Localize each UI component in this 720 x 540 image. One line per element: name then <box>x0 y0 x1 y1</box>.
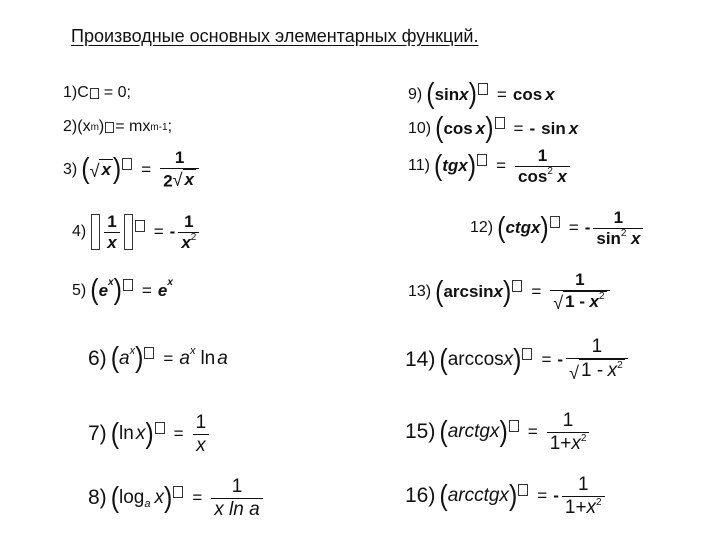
formula-12: 12) ( ctgx ) = - $\frac{1}{\sin^2 x}$ <box>470 208 646 249</box>
formula-number: 9) <box>408 85 423 103</box>
formula-13: 13) ( arcsin x ) = 1 √ $1 - x^2$ <box>408 270 613 314</box>
minus-sign: - <box>169 222 176 242</box>
formula-text: x <box>475 118 486 138</box>
bracket-placeholder-icon <box>91 214 100 250</box>
formula-text: a <box>119 347 130 369</box>
formula-text: arcctgx <box>447 485 509 507</box>
fraction <box>104 212 119 252</box>
numerator: 1 <box>107 212 117 232</box>
formula-text: arctgx <box>447 421 500 443</box>
paren: ( <box>81 153 90 186</box>
denominator-variable: x <box>557 166 567 186</box>
formula-11: 11) ( tgx ) = $\frac{1}{\cos^2 x}$ <box>408 146 573 187</box>
formula-exponent: 2 <box>598 290 605 302</box>
formula-3: 3) ( √ x ) = 1 2 √ x <box>63 148 202 191</box>
formula-exponent: x <box>129 344 136 357</box>
prime-placeholder-icon <box>495 117 505 129</box>
formula-rhs: = 0; <box>103 84 131 101</box>
formula-exponent: 2 <box>547 165 553 177</box>
minus-sign: - <box>584 218 591 238</box>
fraction: 1 2 √ x <box>160 148 199 191</box>
equals-sign: = <box>568 218 579 238</box>
numerator: 1 <box>562 410 574 431</box>
prime-placeholder-icon <box>522 348 532 360</box>
prime-placeholder-icon <box>105 122 114 133</box>
equals-sign: = <box>173 424 184 444</box>
prime-placeholder-icon <box>173 486 183 498</box>
formula-number: 8) <box>88 486 107 510</box>
prime-placeholder-icon <box>122 158 132 170</box>
prime-placeholder-icon <box>550 216 560 228</box>
formula-exponent: 2 <box>620 227 627 239</box>
denominator: cos <box>518 166 548 186</box>
paren: ) <box>112 153 122 186</box>
prime-placeholder-icon <box>509 420 519 432</box>
fraction <box>211 476 262 521</box>
formula-text: e <box>98 280 109 300</box>
formula-text: ln <box>119 423 134 445</box>
formula-2 <box>63 118 172 136</box>
formula-text: tgx <box>442 156 468 176</box>
denominator-variable: x <box>607 359 618 381</box>
equals-sign: = <box>513 118 524 138</box>
equals-sign: = <box>541 350 552 370</box>
prime-placeholder-icon <box>478 83 488 95</box>
formula-exponent: 2 <box>617 359 623 371</box>
denominator-variable: x <box>571 432 581 454</box>
numerator: 1 <box>174 148 185 167</box>
formula-number: 3) <box>63 160 78 178</box>
formula-text: x <box>545 84 555 104</box>
formula-number: 16) <box>405 484 436 508</box>
prime-placeholder-icon <box>518 484 528 496</box>
formula-number: 15) <box>405 420 436 444</box>
fraction <box>515 146 570 187</box>
numerator: 1 <box>577 474 589 495</box>
formula-16: 16) ( arcctgx ) = - $\frac{1}{1+x^2}$ <box>405 474 608 519</box>
denominator: 1+ <box>564 496 587 518</box>
formula-text: x <box>154 487 164 509</box>
formula-lhs: C <box>77 84 89 101</box>
page-title: Производные основных элементарных функций. <box>71 26 479 46</box>
formula-number: 13) <box>408 283 432 301</box>
numerator: 1 <box>575 270 585 289</box>
formula-text: e <box>157 280 168 300</box>
fraction <box>562 474 605 519</box>
denominator: 2 <box>163 171 173 191</box>
formula-5: 5) ( e x ) = e x <box>72 273 173 307</box>
formula-number: 10) <box>408 119 432 137</box>
equals-sign: = <box>496 156 507 176</box>
equals-sign: = <box>153 222 164 242</box>
formula-exponent: m-1 <box>150 121 168 133</box>
equals-sign: = <box>141 280 152 300</box>
fraction <box>593 208 643 249</box>
formula-text: arcsin <box>443 282 494 302</box>
numerator: 1 <box>537 146 548 165</box>
prime-placeholder-icon <box>123 279 133 291</box>
radicand: x <box>184 169 195 189</box>
radicand: x <box>101 160 111 180</box>
numerator: 1 <box>231 476 243 497</box>
formula-text: a <box>217 347 228 369</box>
formula-number: 1) <box>63 84 78 101</box>
equals-sign: = <box>496 84 507 104</box>
denominator-variable: x <box>630 228 641 248</box>
formula-text: ) <box>98 118 105 135</box>
equals-sign: = <box>192 488 203 508</box>
fraction <box>178 212 199 253</box>
formula-text: x <box>503 349 514 371</box>
prime-placeholder-icon <box>477 154 487 166</box>
formula-number: 12) <box>470 219 494 237</box>
formula-text: a <box>179 347 190 369</box>
formula-number: 14) <box>405 348 436 372</box>
numerator: 1 <box>591 336 603 357</box>
formula-number: 5) <box>72 281 87 299</box>
formula-10: 10) ( cos x ) = - sin x <box>408 111 579 145</box>
numerator: 1 <box>184 212 194 231</box>
prime-placeholder-icon <box>90 88 99 99</box>
formula-exponent: 2 <box>190 231 197 243</box>
formula-text: ; <box>167 118 173 135</box>
formula-number: 6) <box>88 346 107 370</box>
denominator: x <box>181 232 191 252</box>
formula-text: ln <box>200 347 216 369</box>
denominator: x <box>107 232 117 252</box>
denominator: 1+ <box>549 432 572 454</box>
formula-text: = mx <box>115 118 151 135</box>
formula-exponent: x <box>108 277 114 288</box>
equals-sign: = <box>141 159 152 179</box>
denominator-variable: x <box>586 496 597 518</box>
fraction: 1 √ $1 - x^2$ <box>566 336 628 384</box>
prime-placeholder-icon <box>155 422 165 434</box>
formula-9: 9) ( sin x ) = cos x <box>408 77 555 111</box>
formula-number: 11) <box>408 157 430 175</box>
formula-14: 14) ( arccos x ) = - 1 √ $1 - x^2$ <box>405 336 631 384</box>
formula-text: x <box>459 84 469 104</box>
denominator: x ln a <box>214 498 260 520</box>
prime-placeholder-icon <box>144 347 154 359</box>
formula-text: ctgx <box>505 218 541 238</box>
minus-sign: - <box>557 350 564 370</box>
minus-sign: - <box>553 486 559 506</box>
formula-exponent: 2 <box>580 432 587 444</box>
denominator: 1 - <box>565 291 586 311</box>
formula-text: sin <box>541 118 566 138</box>
denominator: x <box>196 434 206 456</box>
formula-6: 6) ( a x ) = a x ln a <box>88 341 228 375</box>
formula-1 <box>63 84 131 102</box>
formula-text: arccos <box>447 349 504 371</box>
formula-number: 2) <box>63 118 78 135</box>
formula-exponent: 2 <box>596 496 602 508</box>
denominator: sin <box>596 228 621 248</box>
fraction <box>547 410 590 455</box>
formula-text: sin <box>434 84 460 104</box>
denominator-variable: x <box>589 291 599 311</box>
equals-sign: = <box>527 422 538 442</box>
formula-number: 4) <box>72 223 87 241</box>
fraction <box>193 412 210 457</box>
formula-8: 8) ( log a x ) = $\frac{1}{\text{x ln a}}$ <box>88 476 266 521</box>
minus-sign: - <box>529 118 536 138</box>
equals-sign: = <box>537 486 548 506</box>
formula-text: x <box>135 423 146 445</box>
formula-text: (x <box>77 118 91 135</box>
fraction: 1 √ $1 - x^2$ <box>550 270 609 314</box>
formula-text: x <box>493 282 504 302</box>
formula-text: x <box>568 118 579 138</box>
numerator: 1 <box>613 208 624 227</box>
numerator: 1 <box>195 412 207 433</box>
formula-exponent: x <box>167 277 173 288</box>
formula-text: cos <box>443 118 473 138</box>
log-base: a <box>144 498 151 511</box>
formula-7: 7) ( ln x ) = $\frac{1}{x}$ <box>88 412 212 457</box>
formula-number: 7) <box>88 422 107 446</box>
bracket-placeholder-icon <box>124 214 133 250</box>
formula-text: log <box>119 487 145 509</box>
formula-4 <box>72 212 202 253</box>
denominator: 1 - <box>580 359 604 381</box>
formula-exponent: m <box>90 121 99 133</box>
prime-placeholder-icon <box>135 220 145 232</box>
prime-placeholder-icon <box>512 280 522 292</box>
equals-sign: = <box>163 348 174 368</box>
equals-sign: = <box>531 282 542 302</box>
formula-15: 15) ( arctgx ) = $\frac{1}{1+x^2}$ <box>405 410 592 455</box>
formula-text: cos <box>512 84 543 104</box>
formula-exponent: x <box>189 344 196 357</box>
